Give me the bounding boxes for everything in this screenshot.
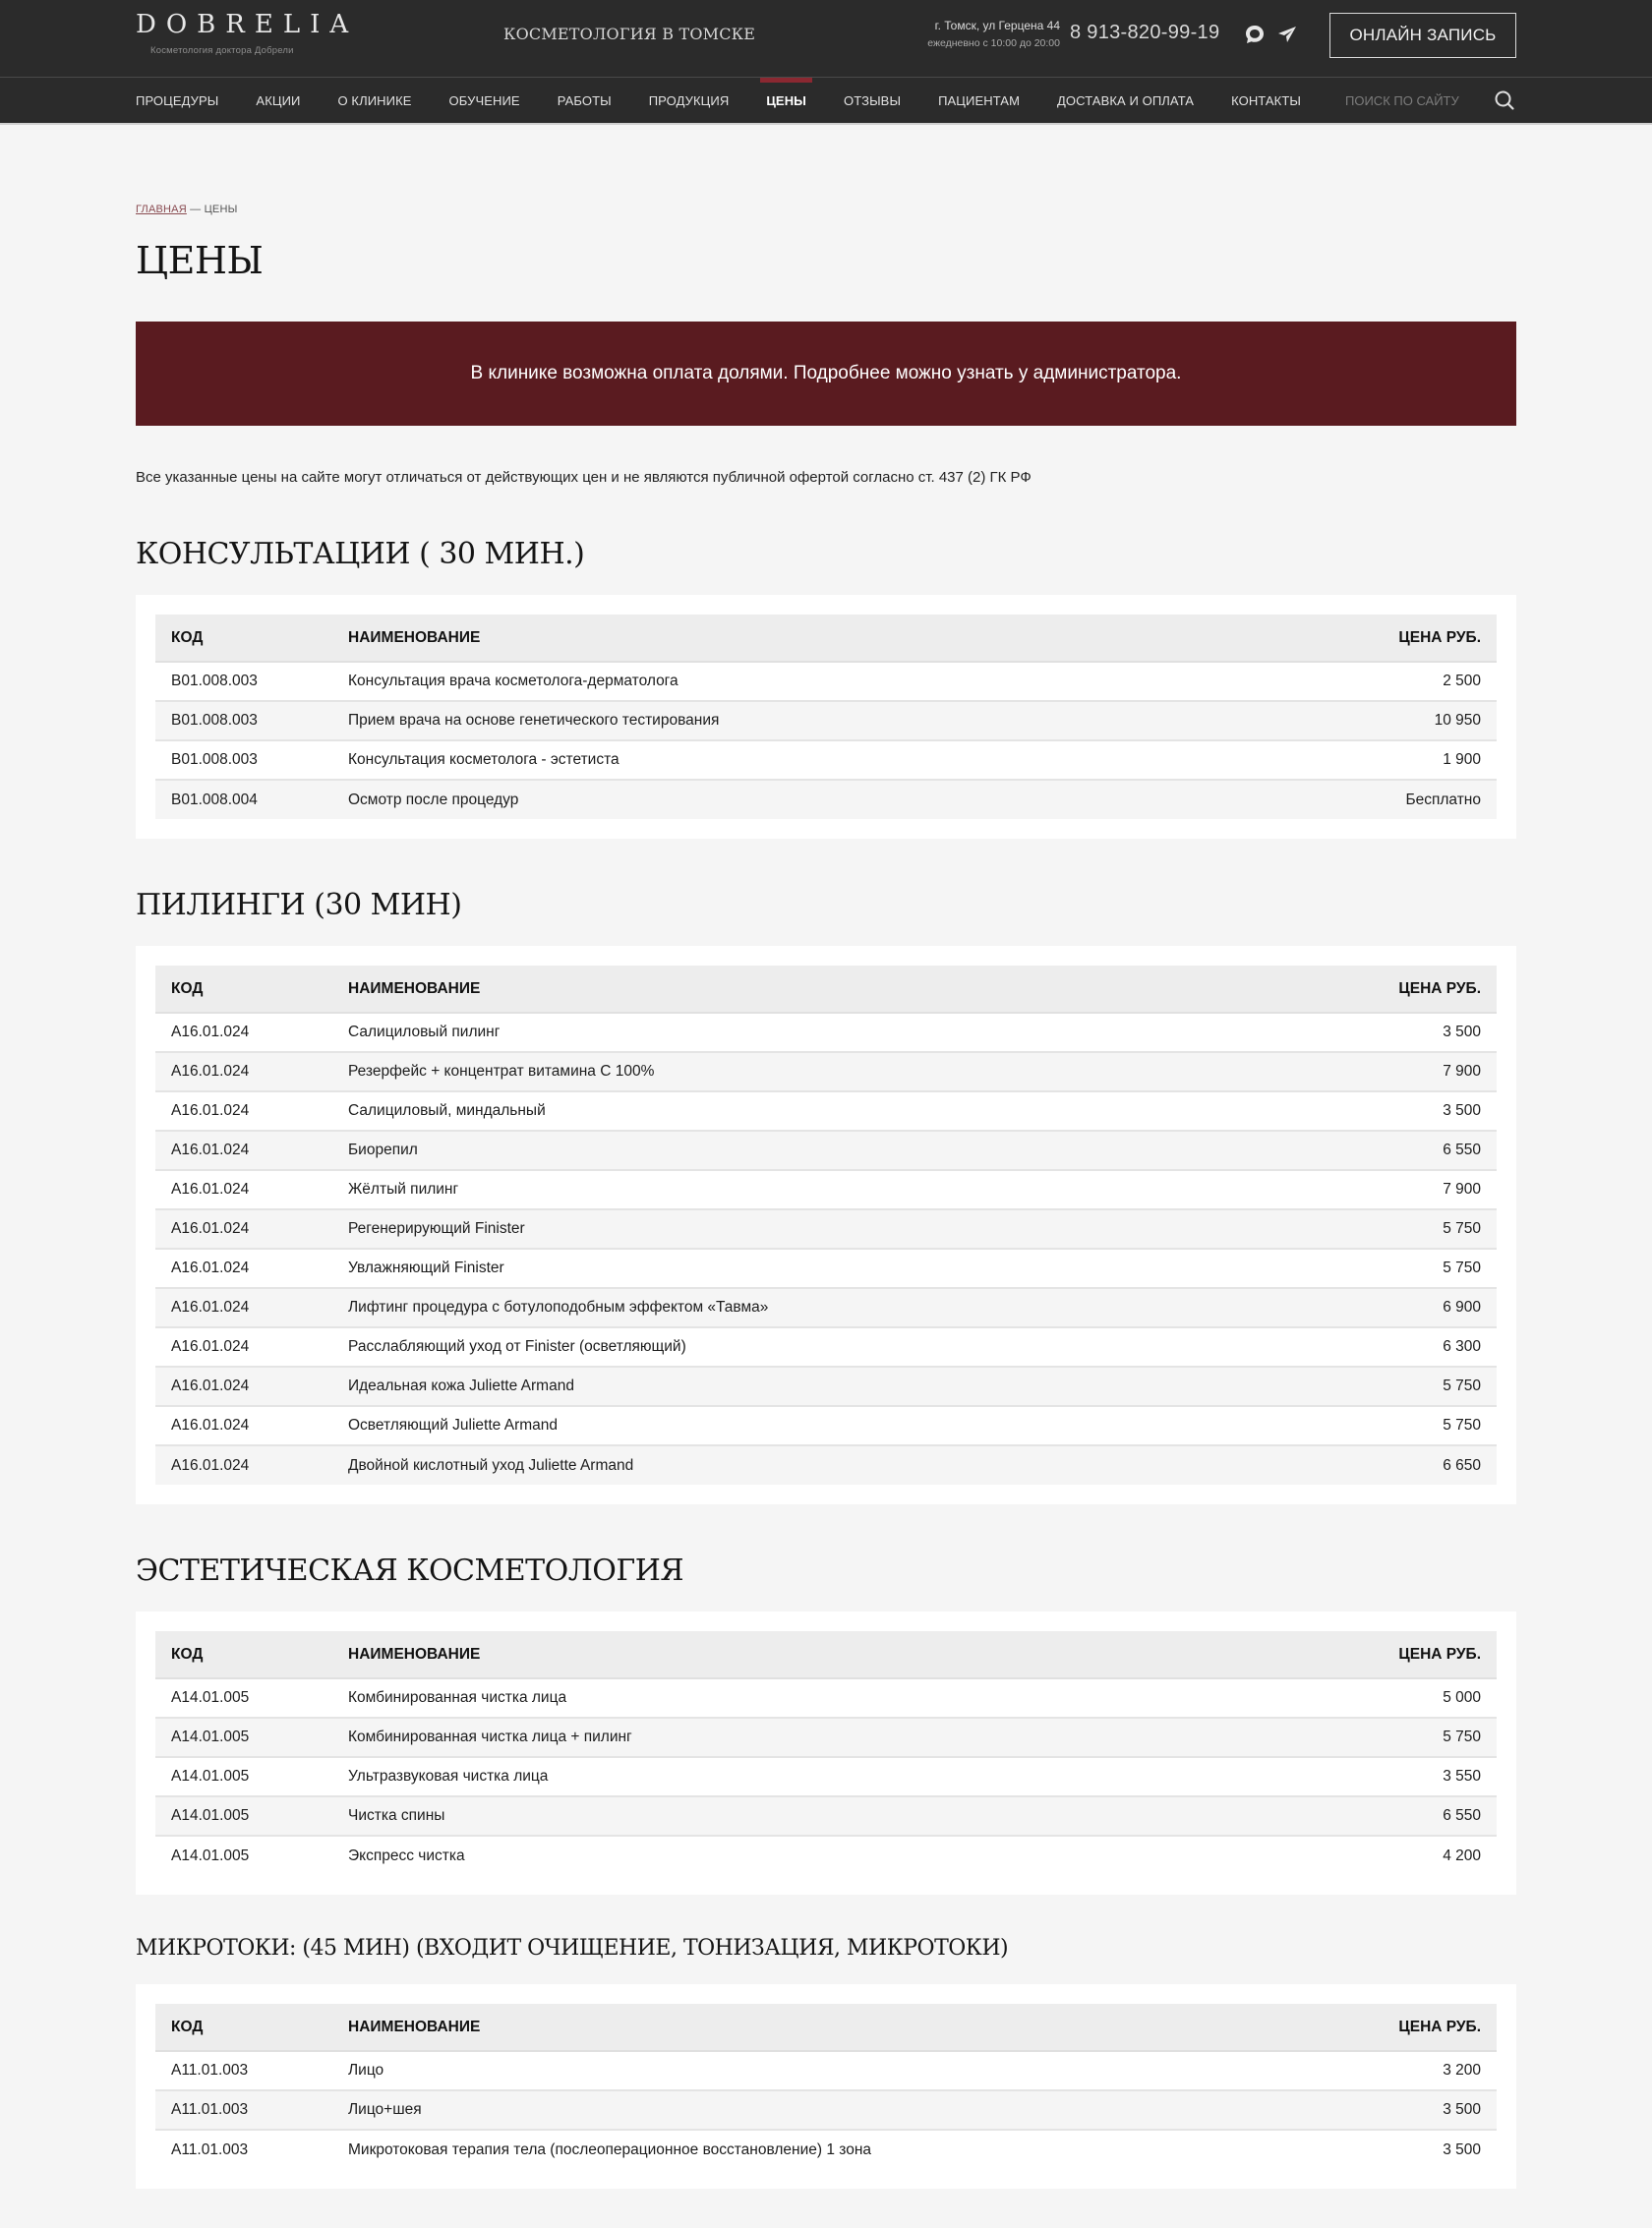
service-price-cell: 10 950	[1300, 701, 1497, 740]
price-section	[136, 888, 1516, 1504]
service-price-cell: 3 200	[1300, 2051, 1497, 2090]
nav-item-about-clinic[interactable]: О КЛИНИКЕ	[337, 92, 412, 108]
service-name-cell: Расслабляющий уход от Finister (осветляющий)	[332, 1327, 1300, 1367]
price-table-card	[136, 946, 1516, 1504]
service-price-cell: 6 550	[1300, 1131, 1497, 1170]
service-code-cell: A14.01.005	[171, 1847, 250, 1864]
online-booking-button[interactable]: ОНЛАЙН ЗАПИСЬ	[1329, 13, 1516, 58]
table-body	[155, 2051, 1497, 2169]
service-price-cell: 4 200	[1443, 1847, 1481, 1864]
breadcrumb-separator: —	[190, 204, 202, 215]
table-row	[155, 662, 1497, 701]
logo-subtitle: Косметология доктора Добрели	[150, 45, 294, 56]
service-name-cell: Салициловый пилинг	[332, 1013, 1300, 1052]
column-header-price: ЦЕНА РУБ.	[1300, 615, 1497, 662]
service-name-cell: Лифтинг процедура с ботулоподобным эффектом «Тавма»	[332, 1288, 1300, 1327]
price-table	[155, 1631, 1497, 1875]
service-code-cell: A16.01.024	[155, 1288, 332, 1327]
top-bar	[0, 0, 1652, 78]
site-search	[1345, 78, 1516, 123]
service-price-cell: 6 550	[1300, 1796, 1497, 1836]
service-price-cell: 1 900	[1300, 740, 1497, 780]
service-price-cell: 5 750	[1300, 1367, 1497, 1406]
table-body	[155, 662, 1497, 819]
service-name-cell: Осмотр после процедур	[348, 791, 519, 808]
service-price-cell: 6 900	[1300, 1288, 1497, 1327]
chat-bubble-icon[interactable]	[1243, 24, 1267, 45]
table-body	[155, 1678, 1497, 1875]
table-row	[155, 1249, 1497, 1288]
breadcrumb	[136, 204, 1516, 215]
service-price-cell: 6 300	[1300, 1327, 1497, 1367]
table-row	[155, 1367, 1497, 1406]
column-header-price: ЦЕНА РУБ.	[1300, 966, 1497, 1013]
breadcrumb-current: ЦЕНЫ	[204, 204, 238, 215]
service-name-cell: Осветляющий Juliette Armand	[332, 1406, 1300, 1445]
price-table	[155, 615, 1497, 819]
price-section	[136, 537, 1516, 839]
service-code-cell: B01.008.003	[155, 701, 332, 740]
price-table	[155, 966, 1497, 1485]
table-row	[155, 1678, 1497, 1718]
service-name-cell: Жёлтый пилинг	[332, 1170, 1300, 1209]
nav-item-products[interactable]: ПРОДУКЦИЯ	[648, 92, 730, 108]
table-row	[155, 1757, 1497, 1796]
column-header-code: КОД	[155, 1631, 332, 1678]
column-header-name: НАИМЕНОВАНИЕ	[332, 615, 1300, 662]
section-title: ЭСТЕТИЧЕСКАЯ КОСМЕТОЛОГИЯ	[136, 1554, 684, 1588]
service-code-cell: A11.01.003	[171, 2140, 249, 2158]
table-row	[155, 1170, 1497, 1209]
column-header-code: КОД	[155, 2004, 332, 2051]
table-row	[155, 1718, 1497, 1757]
nav-item-procedures[interactable]: ПРОЦЕДУРЫ	[136, 92, 219, 108]
price-table-card	[136, 1984, 1516, 2189]
service-name-cell: Ультразвуковая чистка лица	[332, 1757, 1300, 1796]
table-row	[155, 1406, 1497, 1445]
section-title: МИКРОТОКИ: (45 МИН) (ВХОДИТ ОЧИЩЕНИЕ, ТОНИЗАЦИЯ, МИКРОТОКИ)	[136, 1936, 1009, 1961]
service-name-cell: Лицо+шея	[332, 2090, 1300, 2130]
service-name-cell: Резерфейс + концентрат витамина С 100%	[332, 1052, 1300, 1091]
working-hours: ежедневно с 10:00 до 20:00	[927, 37, 1060, 49]
service-code-cell: A16.01.024	[155, 1091, 332, 1131]
table-header-row	[155, 966, 1497, 1013]
service-code-cell: A16.01.024	[155, 1249, 332, 1288]
nav-item-prices[interactable]: ЦЕНЫ	[766, 78, 806, 123]
price-section	[136, 1554, 1516, 1895]
nav-item-delivery-payment[interactable]: ДОСТАВКА И ОПЛАТА	[1057, 92, 1195, 108]
section-title: ПИЛИНГИ (30 МИН)	[136, 888, 462, 922]
service-code-cell: B01.008.003	[155, 662, 332, 701]
service-price-cell: Бесплатно	[1405, 791, 1481, 808]
service-price-cell: 7 900	[1300, 1052, 1497, 1091]
table-row	[155, 780, 1497, 819]
table-row	[155, 1836, 1497, 1875]
table-header	[155, 2004, 1497, 2051]
table-row	[155, 740, 1497, 780]
service-price-cell: 5 750	[1300, 1718, 1497, 1757]
service-code-cell: A11.01.003	[155, 2051, 332, 2090]
service-code-cell: A16.01.024	[155, 1131, 332, 1170]
service-name-cell: Комбинированная чистка лица + пилинг	[332, 1718, 1300, 1757]
phone-number[interactable]: 8 913-820-99-19	[1070, 22, 1220, 43]
clinic-address	[881, 19, 1060, 49]
logo-wordmark: DOBRELIA	[136, 10, 359, 39]
service-name-cell: Двойной кислотный уход Juliette Armand	[348, 1456, 634, 1474]
logo[interactable]	[136, 10, 359, 56]
service-name-cell: Идеальная кожа Juliette Armand	[332, 1367, 1300, 1406]
nav-item-works[interactable]: РАБОТЫ	[557, 92, 612, 108]
service-name-cell: Регенерирующий Finister	[332, 1209, 1300, 1249]
service-name-cell: Лицо	[332, 2051, 1300, 2090]
main-content	[136, 125, 1516, 2228]
service-price-cell: 6 650	[1443, 1456, 1481, 1474]
table-header	[155, 1631, 1497, 1678]
service-code-cell: A14.01.005	[155, 1757, 332, 1796]
column-header-price: ЦЕНА РУБ.	[1300, 1631, 1497, 1678]
service-price-cell: 7 900	[1300, 1170, 1497, 1209]
table-header-row	[155, 615, 1497, 662]
address-line: г. Томск, ул Герцена 44	[934, 19, 1060, 32]
service-price-cell: 5 750	[1300, 1209, 1497, 1249]
search-icon[interactable]	[1493, 88, 1516, 112]
price-disclaimer: Все указанные цены на сайте могут отличаться от действующих цен и не являются публичной офертой согласно ст. 437 (2) ГК РФ	[136, 469, 1032, 486]
table-header	[155, 615, 1497, 662]
nav-item-training[interactable]: ОБУЧЕНИЕ	[448, 92, 520, 108]
service-price-cell: 3 500	[1300, 1013, 1497, 1052]
table-row	[155, 1209, 1497, 1249]
site-tagline: КОСМЕТОЛОГИЯ В ТОМСКЕ	[503, 25, 756, 43]
table-row	[155, 1288, 1497, 1327]
service-name-cell: Комбинированная чистка лица	[332, 1678, 1300, 1718]
column-header-name: НАИМЕНОВАНИЕ	[332, 1631, 1300, 1678]
service-price-cell: 5 000	[1300, 1678, 1497, 1718]
table-header-row	[155, 1631, 1497, 1678]
table-row	[155, 2130, 1497, 2169]
service-name-cell: Консультация косметолога - эстетиста	[332, 740, 1300, 780]
service-code-cell: A11.01.003	[155, 2090, 332, 2130]
column-header-name: НАИМЕНОВАНИЕ	[332, 2004, 1300, 2051]
service-code-cell: B01.008.004	[171, 791, 258, 808]
service-code-cell: A16.01.024	[155, 1170, 332, 1209]
service-code-cell: A14.01.005	[155, 1796, 332, 1836]
table-header-row	[155, 2004, 1497, 2051]
service-code-cell: A16.01.024	[171, 1456, 250, 1474]
service-code-cell: A14.01.005	[155, 1718, 332, 1757]
service-code-cell: A16.01.024	[155, 1406, 332, 1445]
table-header	[155, 966, 1497, 1013]
table-row	[155, 1052, 1497, 1091]
service-code-cell: A16.01.024	[155, 1013, 332, 1052]
service-price-cell: 5 750	[1300, 1249, 1497, 1288]
service-name-cell: Микротоковая терапия тела (послеоперационное восстановление) 1 зона	[348, 2140, 871, 2158]
breadcrumb-home-link[interactable]: ГЛАВНАЯ	[136, 204, 187, 215]
messenger-links	[1243, 24, 1299, 45]
table-row	[155, 1091, 1497, 1131]
column-header-price: ЦЕНА РУБ.	[1300, 2004, 1497, 2051]
column-header-code: КОД	[155, 966, 332, 1013]
price-table-card	[136, 595, 1516, 839]
service-price-cell: 3 500	[1443, 2140, 1481, 2158]
service-name-cell: Экспресс чистка	[348, 1847, 465, 1864]
service-name-cell: Увлажняющий Finister	[332, 1249, 1300, 1288]
service-name-cell: Биорепил	[332, 1131, 1300, 1170]
service-code-cell: A16.01.024	[155, 1327, 332, 1367]
nav-item-contacts[interactable]: КОНТАКТЫ	[1231, 92, 1302, 108]
service-price-cell: 5 750	[1300, 1406, 1497, 1445]
service-name-cell: Салициловый, миндальный	[332, 1091, 1300, 1131]
nav-item-patients[interactable]: ПАЦИЕНТАМ	[938, 92, 1021, 108]
price-table-card	[136, 1612, 1516, 1895]
service-price-cell: 3 550	[1300, 1757, 1497, 1796]
search-input[interactable]	[1345, 93, 1493, 108]
table-row	[155, 1796, 1497, 1836]
table-row	[155, 1013, 1497, 1052]
nav-menu	[136, 78, 1516, 123]
service-price-cell: 3 500	[1300, 1091, 1497, 1131]
table-row	[155, 1327, 1497, 1367]
service-code-cell: A14.01.005	[155, 1678, 332, 1718]
nav-item-promotions[interactable]: АКЦИИ	[256, 92, 301, 108]
price-section	[136, 1936, 1516, 2189]
table-body	[155, 1013, 1497, 1485]
main-navigation	[0, 78, 1652, 125]
service-name-cell: Консультация врача косметолога-дерматолога	[332, 662, 1300, 701]
service-code-cell: B01.008.003	[155, 740, 332, 780]
table-row	[155, 1445, 1497, 1485]
service-price-cell: 2 500	[1300, 662, 1497, 701]
installment-payment-banner: В клинике возможна оплата долями. Подробнее можно узнать у администратора.	[136, 322, 1516, 426]
service-code-cell: A16.01.024	[155, 1209, 332, 1249]
table-row	[155, 2090, 1497, 2130]
page-title: ЦЕНЫ	[136, 239, 264, 282]
site-header	[0, 0, 1652, 125]
price-table	[155, 2004, 1497, 2169]
column-header-code: КОД	[155, 615, 332, 662]
nav-item-reviews[interactable]: ОТЗЫВЫ	[844, 92, 902, 108]
service-code-cell: A16.01.024	[155, 1052, 332, 1091]
table-row	[155, 2051, 1497, 2090]
price-sections	[136, 537, 1516, 2189]
service-price-cell: 3 500	[1300, 2090, 1497, 2130]
service-name-cell: Чистка спины	[332, 1796, 1300, 1836]
section-title: КОНСУЛЬТАЦИИ ( 30 МИН.)	[136, 537, 585, 571]
service-code-cell: A16.01.024	[155, 1367, 332, 1406]
table-row	[155, 1131, 1497, 1170]
table-row	[155, 701, 1497, 740]
service-name-cell: Прием врача на основе генетического тестирования	[332, 701, 1300, 740]
telegram-icon[interactable]	[1275, 24, 1299, 45]
column-header-name: НАИМЕНОВАНИЕ	[332, 966, 1300, 1013]
